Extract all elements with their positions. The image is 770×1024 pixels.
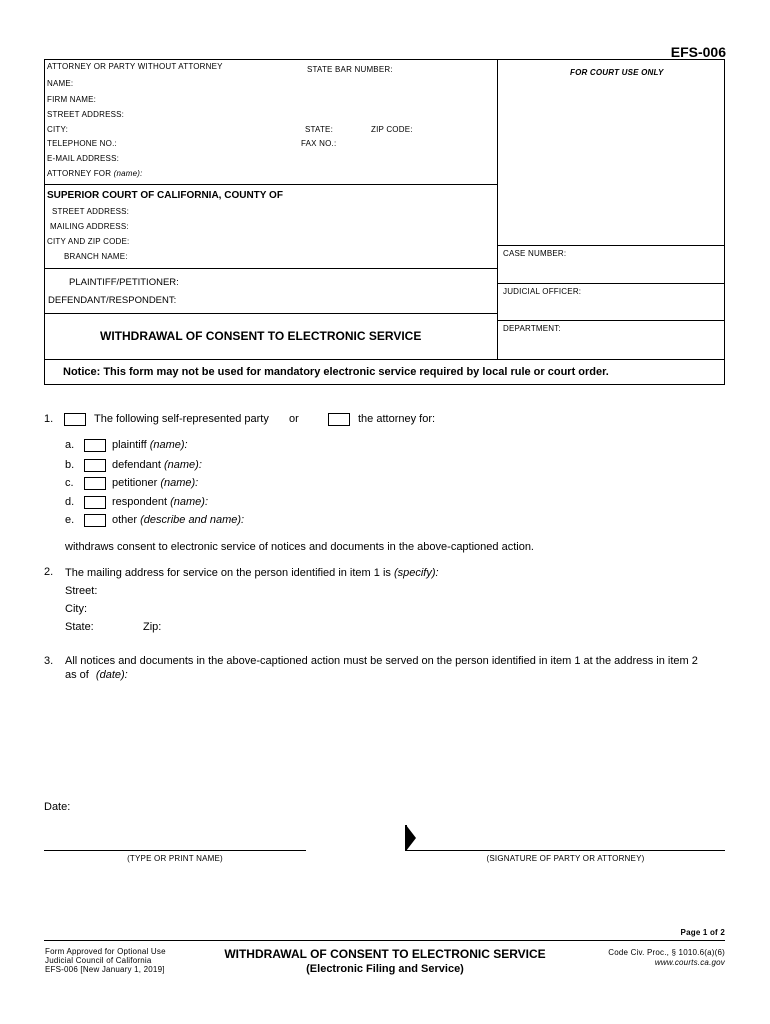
print-name-line[interactable]	[44, 850, 306, 851]
as-of-text: as of	[65, 669, 89, 681]
court-use-label: FOR COURT USE ONLY	[570, 68, 664, 77]
defendant-option	[112, 459, 202, 471]
footer-approved-3: EFS-006 [New January 1, 2019]	[45, 965, 165, 974]
option-letter-a: a.	[65, 439, 75, 451]
option-letter-e: e.	[65, 514, 75, 526]
respondent-text: respondent	[112, 496, 168, 508]
option-letter-d: d.	[65, 496, 75, 508]
city-label: CITY:	[47, 125, 69, 134]
court-street-label: STREET ADDRESS:	[52, 207, 130, 216]
footer-title: WITHDRAWAL OF CONSENT TO ELECTRONIC SERVICE	[224, 947, 546, 961]
item2-specify: (specify):	[393, 567, 439, 579]
signature-caption: (SIGNATURE OF PARTY OR ATTORNEY)	[486, 854, 645, 863]
attorney-for-label	[47, 169, 143, 178]
case-number-label: CASE NUMBER:	[503, 249, 567, 258]
attorney-for-hint: (name):	[113, 169, 143, 178]
department-label: DEPARTMENT:	[503, 324, 561, 333]
form-id: EFS-006	[670, 44, 726, 60]
plaintiff-hint: (name):	[149, 439, 188, 451]
respondent-hint: (name):	[170, 496, 209, 508]
notice-text: Notice: This form may not be used for mandatory electronic service required by local rule or court order.	[63, 366, 609, 378]
respondent-option	[112, 496, 208, 508]
print-name-caption: (TYPE OR PRINT NAME)	[127, 854, 223, 863]
item3-number: 3.	[44, 655, 54, 667]
court-title: SUPERIOR COURT OF CALIFORNIA, COUNTY OF	[47, 190, 283, 201]
street-field-label: Street:	[65, 585, 98, 597]
firm-name-label: FIRM NAME:	[47, 95, 97, 104]
item3-as-of	[65, 669, 128, 681]
respondent-checkbox[interactable]	[84, 496, 106, 509]
footer-rule	[44, 940, 725, 941]
footer-approved-1: Form Approved for Optional Use	[45, 947, 166, 956]
other-hint: (describe and name):	[140, 514, 245, 526]
petitioner-checkbox[interactable]	[84, 477, 106, 490]
footer-code: Code Civ. Proc., § 1010.6(a)(6)	[608, 948, 725, 957]
attorney-for-text: ATTORNEY FOR	[47, 169, 112, 178]
state-field-label: State:	[65, 621, 94, 633]
as-of-date-hint: (date):	[95, 669, 128, 681]
city-field-label: City:	[65, 603, 87, 615]
zip-label: ZIP CODE:	[371, 125, 413, 134]
attorney-for-option-label: the attorney for:	[358, 413, 436, 425]
self-represented-checkbox[interactable]	[64, 413, 86, 426]
attorney-for-checkbox[interactable]	[328, 413, 350, 426]
footer-subtitle: (Electronic Filing and Service)	[306, 963, 464, 975]
defendant-label: DEFENDANT/RESPONDENT:	[48, 295, 177, 306]
item2-number: 2.	[44, 566, 54, 578]
fax-label: FAX NO.:	[301, 139, 337, 148]
item3-line1: All notices and documents in the above-captioned action must be served on the person identified in item 1 at the address in item 2	[65, 655, 698, 667]
petitioner-option	[112, 477, 198, 489]
defendant-text: defendant	[112, 459, 161, 471]
option-letter-b: b.	[65, 459, 75, 471]
court-branch-label: BRANCH NAME:	[64, 252, 128, 261]
withdraws-text: withdraws consent to electronic service of notices and documents in the above-captioned action.	[65, 541, 534, 553]
court-mailing-label: MAILING ADDRESS:	[50, 222, 129, 231]
signature-arrow-icon	[404, 825, 418, 851]
item2-text	[65, 567, 439, 579]
judicial-officer-label: JUDICIAL OFFICER:	[503, 287, 582, 296]
or-label: or	[289, 413, 299, 425]
date-label: Date:	[44, 801, 71, 813]
plaintiff-text: plaintiff	[112, 439, 147, 451]
plaintiff-label: PLAINTIFF/PETITIONER:	[69, 277, 179, 288]
form-title: WITHDRAWAL OF CONSENT TO ELECTRONIC SERVICE	[100, 329, 422, 343]
petitioner-text: petitioner	[112, 477, 158, 489]
defendant-checkbox[interactable]	[84, 459, 106, 472]
email-label: E-MAIL ADDRESS:	[47, 154, 120, 163]
signature-line[interactable]	[406, 850, 725, 851]
street-address-label: STREET ADDRESS:	[47, 110, 125, 119]
other-option	[112, 514, 244, 526]
plaintiff-checkbox[interactable]	[84, 439, 106, 452]
self-represented-label: The following self-represented party	[94, 413, 269, 425]
footer-approved-2: Judicial Council of California	[45, 956, 152, 965]
footer-website[interactable]: www.courts.ca.gov	[654, 958, 725, 967]
item1-number: 1.	[44, 413, 54, 425]
zip-field-label: Zip:	[143, 621, 162, 633]
state-label: STATE:	[305, 125, 334, 134]
option-letter-c: c.	[65, 477, 74, 489]
name-label: NAME:	[47, 79, 74, 88]
telephone-label: TELEPHONE NO.:	[47, 139, 117, 148]
page-number: Page 1 of 2	[680, 928, 725, 937]
other-text: other	[112, 514, 138, 526]
state-bar-label: STATE BAR NUMBER:	[307, 65, 393, 74]
defendant-hint: (name):	[164, 459, 202, 471]
court-city-zip-label: CITY AND ZIP CODE:	[47, 237, 130, 246]
attorney-label: ATTORNEY OR PARTY WITHOUT ATTORNEY	[47, 62, 223, 71]
other-checkbox[interactable]	[84, 514, 106, 527]
plaintiff-option	[112, 439, 188, 451]
petitioner-hint: (name):	[160, 477, 199, 489]
item2-main: The mailing address for service on the person identified in item 1 is	[65, 567, 391, 579]
